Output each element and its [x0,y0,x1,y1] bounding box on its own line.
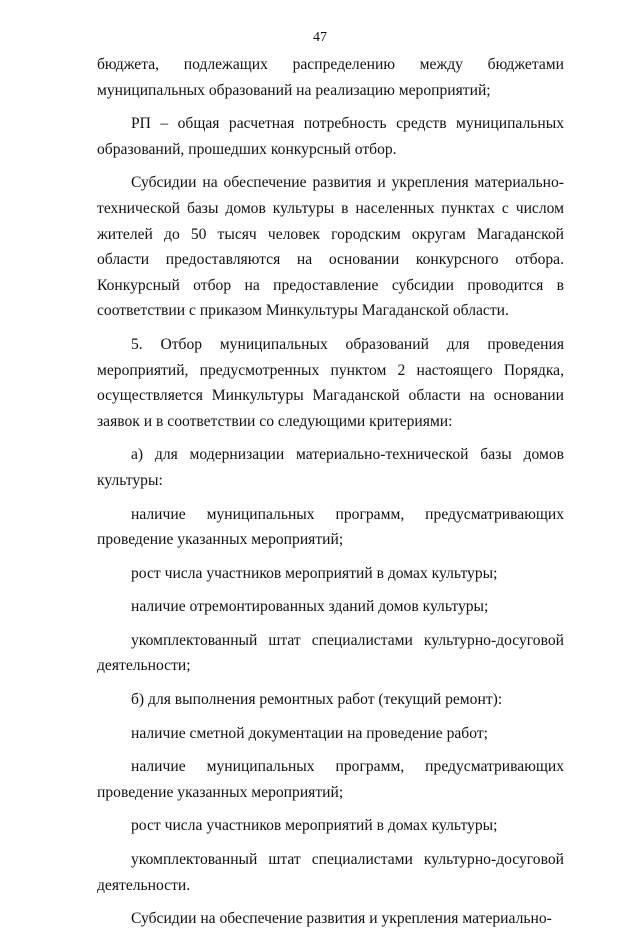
criterion-cost-estimate: наличие сметной документации на проведение работ; [131,724,488,742]
paragraph-criteria-a: а) для модернизации материально-технической базы домов культуры: [97,446,564,489]
criterion-repaired-buildings: наличие отремонтированных зданий домов культуры; [131,598,489,616]
paragraph-subsidies-continued: Субсидии на обеспечение развития и укрепления материально- [131,910,552,928]
criterion-municipal-programs: наличие муниципальных программ, предусматривающих проведение указанных мероприятий; [97,505,564,549]
paragraph-rp-definition: РП – общая расчетная потребность средств муниципальных образований, прошедших конкурсный отбор. [97,115,564,158]
criterion-municipal-programs-b: наличие муниципальных программ, предусматривающих проведение указанных мероприятий; [97,758,564,801]
criterion-staffing: укомплектованный штат специалистами культурно-досуговой деятельности; [97,631,564,675]
paragraph-subsidies-selection: Субсидии на обеспечение развития и укрепления материально-технической базы домов культуры в населенных пунктах с числом жителей до 50 тысяч человек городским округам Магаданской области предоставляются на основании конкурсного отбора. Конкурсный отбор на предоставление субсидии проводится в соответствии с приказом Минкультуры Магаданской области. [97,174,564,320]
paragraph-budget-continuation: бюджета, подлежащих распределению между бюджетами муниципальных образований на реализацию мероприятий; [97,56,564,99]
paragraph-criteria-b: б) для выполнения ремонтных работ (текущий ремонт): [131,691,503,709]
paragraph-item-5: 5. Отбор муниципальных образований для проведения мероприятий, предусмотренных пунктом 2 настоящего Порядка, осуществляется Минкультуры Магаданской области на основании заявок и в соответствии со следующими критериями: [97,335,564,430]
criterion-participant-growth: рост числа участников мероприятий в домах культуры; [131,564,498,582]
criterion-staffing-b: укомплектованный штат специалистами культурно-досуговой деятельности. [97,851,564,894]
document-body [97,52,564,932]
page-number: 47 [313,30,327,45]
criterion-participant-growth-b: рост числа участников мероприятий в домах культуры; [131,817,498,835]
